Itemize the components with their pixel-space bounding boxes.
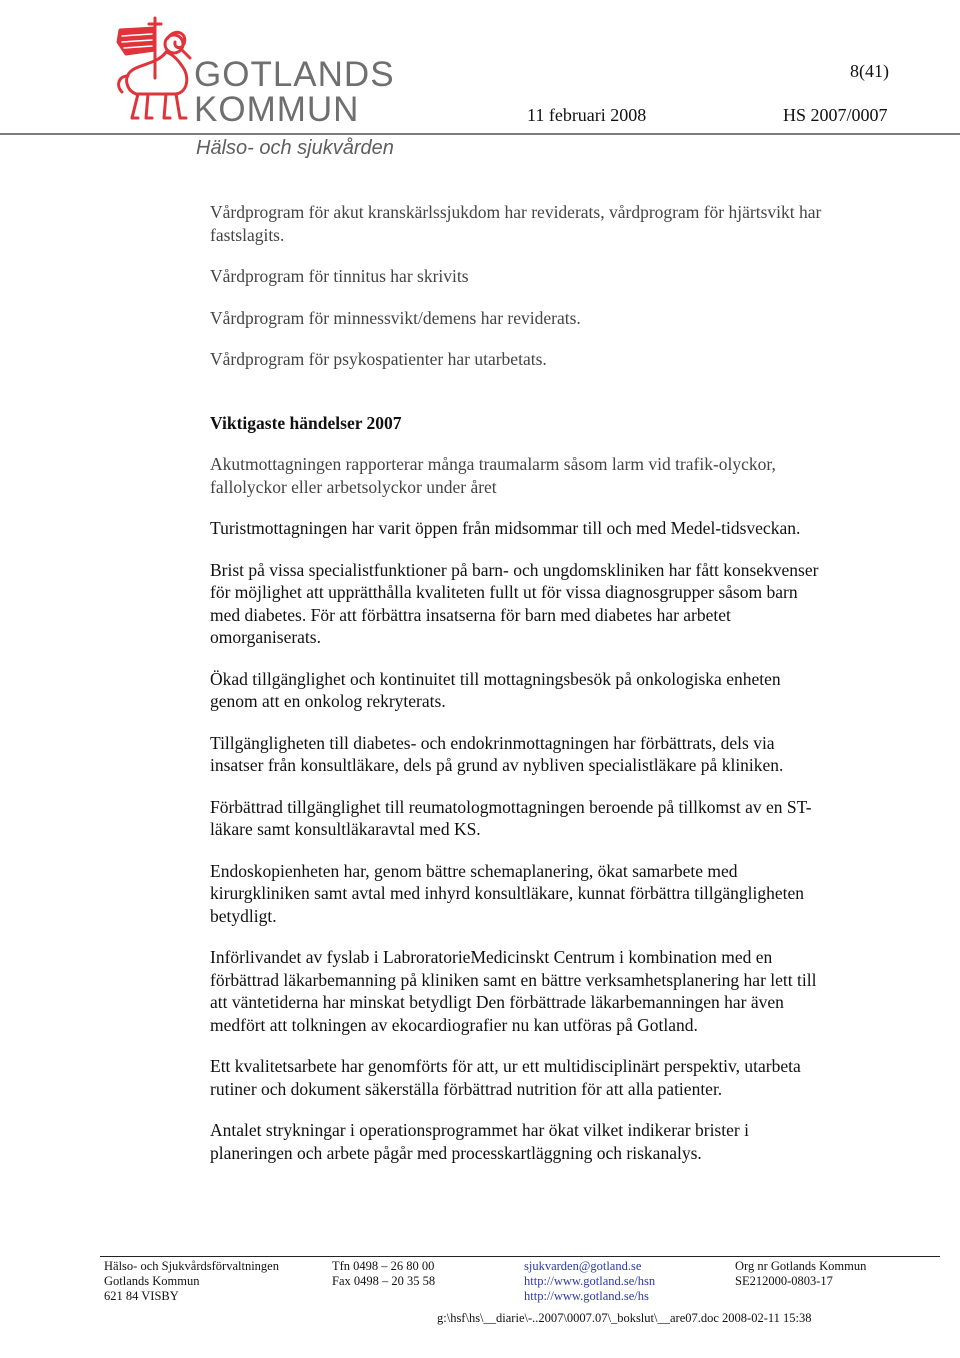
header-divider [0, 133, 960, 135]
document-date: 11 februari 2008 [527, 105, 647, 125]
footer-org-number [735, 1259, 866, 1289]
logo-wordmark-line2: KOMMUN [194, 90, 360, 129]
hsn-website-link[interactable]: http://www.gotland.se/hsn [524, 1274, 656, 1288]
paragraph: Tillgängligheten till diabetes- och endokrinmottagningen har förbättrats, dels via insatser från konsultläkare, dels på grund av nybliven specialistläkare på kliniken. [210, 732, 784, 775]
file-path: g:\hsf\hs\__diarie\-..2007\0007.07\_bokslut\__are07.doc 2008-02-11 15:38 [437, 1311, 812, 1325]
footer-line: Tfn 0498 – 26 80 00 [332, 1259, 435, 1273]
paragraph: Brist på vissa specialistfunktioner på barn- och ungdomskliniken har fått konsekvenser för möjlighet att upprätthålla kvaliteten fullt ut för vissa diagnosgrupper såsom barn med diabetes. För att förbättra insatserna för barn med diabetes har arbetet omorganiserats. [210, 559, 819, 647]
paragraph: Vårdprogram för minnessvikt/demens har reviderats. [210, 307, 581, 328]
logo-subtitle: Hälso- och sjukvården [196, 137, 394, 159]
document-body [210, 201, 830, 1183]
footer-divider [100, 1256, 940, 1257]
paragraph: Införlivandet av fyslab i LabroratorieMedicinskt Centrum i kombination med en förbättrad läkarbemanning på kliniken samt en bättre verksamhetsplanering har lett till att väntetiderna har minskat betydligt Den förbättrade läkarbemanningen har även medfört att tolkningen av ekocardiografier nu kan utföras på Gotland. [210, 947, 817, 1035]
footer-line: Fax 0498 – 20 35 58 [332, 1274, 436, 1288]
footer-line: SE212000-0803-17 [735, 1274, 833, 1288]
footer-phone [332, 1259, 435, 1289]
footer-line: 621 84 VISBY [104, 1289, 179, 1303]
email-link[interactable]: sjukvarden@gotland.se [524, 1259, 642, 1273]
paragraph: Endoskopienheten har, genom bättre schemaplanering, ökat samarbete med kirurgkliniken samt avtal med inhyrd konsultläkare, kunnat förbättra tillgängligheten betydligt. [210, 860, 805, 926]
footer-line: Org nr Gotlands Kommun [735, 1259, 867, 1273]
paragraph: Vårdprogram för psykospatienter har utarbetats. [210, 349, 547, 369]
gotlands-kommun-logo [108, 14, 398, 170]
section-heading: Viktigaste händelser 2007 [210, 412, 402, 433]
paragraph: Vårdprogram för akut kranskärlssjukdom har reviderats, vårdprogram för hjärtsvikt har fastslagits. [210, 202, 822, 245]
footer-line: Gotlands Kommun [104, 1274, 200, 1288]
paragraph: Vårdprogram för tinnitus har skrivits [210, 266, 469, 286]
footer-address [104, 1259, 279, 1304]
footer-line: Hälso- och Sjukvårdsförvaltningen [104, 1259, 279, 1273]
ram-emblem-icon [108, 14, 198, 129]
page-number: 8(41) [850, 61, 889, 81]
paragraph: Akutmottagningen rapporterar många traumalarm såsom larm vid trafik-olyckor, fallolyckor eller arbetsolyckor under året [210, 454, 776, 497]
paragraph: Antalet strykningar i operationsprogrammet har ökat vilket indikerar brister i planeringen och arbete pågår med processkartläggning och riskanalys. [210, 1120, 749, 1163]
document-reference: HS 2007/0007 [783, 105, 888, 125]
logo-wordmark-line1: GOTLANDS [194, 55, 395, 94]
paragraph: Turistmottagningen har varit öppen från midsommar till och med Medel-tidsveckan. [210, 518, 801, 538]
hs-website-link[interactable]: http://www.gotland.se/hs [524, 1289, 649, 1303]
footer-contact-links [524, 1259, 655, 1304]
paragraph: Ett kvalitetsarbete har genomförts för att, ur ett multidisciplinärt perspektiv, utarbeta rutiner och dokument säkerställa förbättrad nutrition för att alla patienter. [210, 1056, 801, 1099]
paragraph: Förbättrad tillgänglighet till reumatologmottagningen beroende på tillkomst av en ST-läkare samt konsultläkaravtal med KS. [210, 796, 812, 839]
paragraph: Ökad tillgänglighet och kontinuitet till mottagningsbesök på onkologiska enheten genom att en onkolog rekryterats. [210, 668, 781, 711]
